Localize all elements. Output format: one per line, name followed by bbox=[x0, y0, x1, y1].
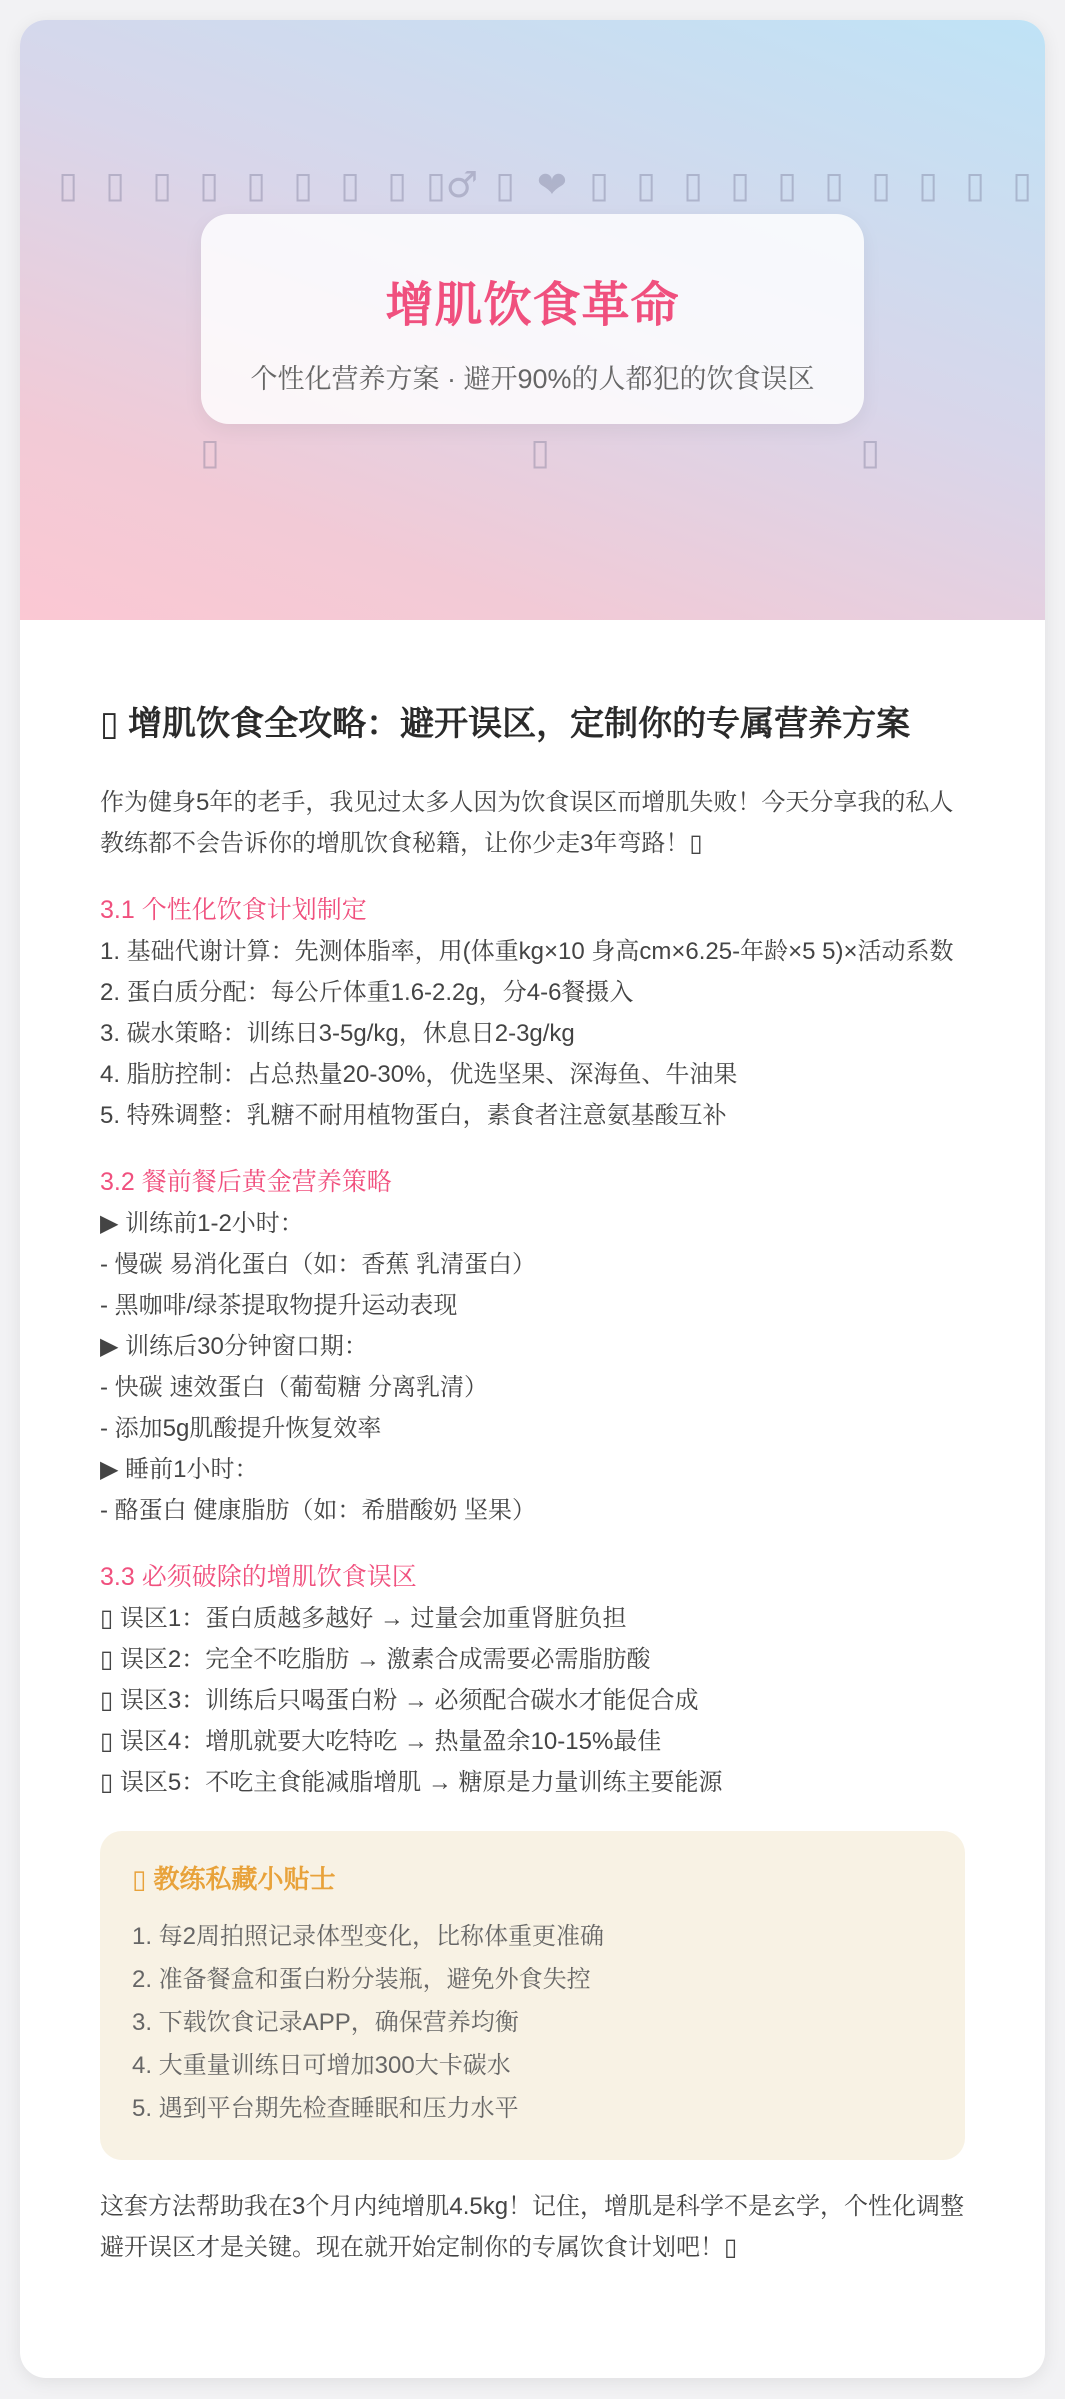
food-icon: ▯ bbox=[530, 432, 550, 473]
section-3-2 bbox=[100, 1162, 965, 1531]
list-item: - 黑咖啡/绿茶提取物提升运动表现 bbox=[100, 1292, 458, 1319]
article-body bbox=[100, 700, 965, 2268]
section-3-1 bbox=[100, 890, 965, 1136]
fitness-icon: ▯ bbox=[58, 164, 78, 206]
list-item: 4. 脂肪控制：占总热量20-30%，优选坚果、深海鱼、牛油果 bbox=[100, 1061, 738, 1088]
list-item: 5. 特殊调整：乳糖不耐用植物蛋白，素食者注意氨基酸互补 bbox=[100, 1102, 727, 1129]
list-item: 3. 碳水策略：训练日3-5g/kg，休息日2-3g/kg bbox=[100, 1020, 575, 1047]
fitness-icon: ▯ bbox=[824, 164, 844, 206]
tips-box bbox=[100, 1831, 965, 2160]
tip-item: 3. 下载饮食记录APP，确保营养均衡 bbox=[132, 2009, 519, 2036]
outro-paragraph: 这套方法帮助我在3个月内纯增肌4.5kg！记住，增肌是科学不是玄学，个性化调整避开误区才是关键。现在就开始定制你的专属饮食计划吧！▯ bbox=[100, 2193, 965, 2261]
list-item: ▯ 误区2：完全不吃脂肪 → 激素合成需要必需脂肪酸 bbox=[100, 1646, 651, 1673]
hero-icon-row bbox=[50, 160, 1040, 210]
list-item: ▯ 误区4：增肌就要大吃特吃 → 热量盈余10-15%最佳 bbox=[100, 1728, 662, 1755]
list-item: - 酪蛋白 健康脂肪（如：希腊酸奶 坚果） bbox=[100, 1497, 536, 1524]
list-item: ▯ 误区3：训练后只喝蛋白粉 → 必须配合碳水才能促合成 bbox=[100, 1687, 699, 1714]
section-title: 3.2 餐前餐后黄金营养策略 bbox=[100, 1168, 392, 1196]
list-item: - 快碳 速效蛋白（葡萄糖 分离乳清） bbox=[100, 1374, 488, 1401]
food-icon: ▯ bbox=[200, 432, 220, 473]
fitness-icon: ▯ bbox=[495, 164, 515, 206]
page-subtitle: 个性化营养方案 · 避开90%的人都犯的饮食误区 bbox=[250, 364, 815, 394]
fitness-icon: ▯ bbox=[105, 164, 125, 206]
list-item: - 慢碳 易消化蛋白（如：香蕉 乳清蛋白） bbox=[100, 1251, 536, 1278]
page-title: 增肌饮食革命 bbox=[385, 279, 680, 332]
list-item: ▶ 训练后30分钟窗口期： bbox=[100, 1333, 368, 1360]
fitness-icon: ▯ bbox=[683, 164, 703, 206]
tips-title: ▯ 教练私藏小贴士 bbox=[132, 1864, 336, 1894]
heart-icon: ❤ bbox=[536, 164, 568, 206]
title-emoji-icon: ▯ bbox=[100, 704, 119, 744]
hero-banner bbox=[20, 20, 1045, 620]
tip-item: 2. 准备餐盒和蛋白粉分装瓶，避免外食失控 bbox=[132, 1966, 591, 1993]
fitness-icon: ▯ bbox=[199, 164, 219, 206]
fitness-icon: ▯ bbox=[1012, 164, 1032, 206]
intro-paragraph: 作为健身5年的老手，我见过太多人因为饮食误区而增肌失败！今天分享我的私人教练都不会告诉你的增肌饮食秘籍，让你少走3年弯路！▯ bbox=[100, 789, 954, 857]
hero-icon-row-bottom bbox=[200, 432, 880, 482]
fitness-icon: ▯ bbox=[730, 164, 750, 206]
fitness-icon: ▯ bbox=[152, 164, 172, 206]
person-male-icon: ▯♂ bbox=[426, 164, 479, 206]
list-item: ▯ 误区5：不吃主食能减脂增肌 → 糖原是力量训练主要能源 bbox=[100, 1769, 723, 1796]
fitness-icon: ▯ bbox=[246, 164, 266, 206]
fitness-icon: ▯ bbox=[636, 164, 656, 206]
tip-item: 4. 大重量训练日可增加300大卡碳水 bbox=[132, 2052, 511, 2079]
tip-item: 5. 遇到平台期先检查睡眠和压力水平 bbox=[132, 2095, 519, 2122]
section-title: 3.3 必须破除的增肌饮食误区 bbox=[100, 1563, 417, 1591]
list-item: ▯ 误区1：蛋白质越多越好 → 过量会加重肾脏负担 bbox=[100, 1605, 627, 1632]
article-title-text: 增肌饮食全攻略：避开误区，定制你的专属营养方案 bbox=[128, 705, 911, 743]
post-card bbox=[20, 20, 1045, 2378]
fitness-icon: ▯ bbox=[340, 164, 360, 206]
list-item: ▶ 训练前1-2小时： bbox=[100, 1210, 304, 1237]
section-3-3 bbox=[100, 1557, 965, 1803]
hero-title-box bbox=[201, 214, 864, 424]
fitness-icon: ▯ bbox=[293, 164, 313, 206]
tip-item: 1. 每2周拍照记录体型变化，比称体重更准确 bbox=[132, 1923, 605, 1950]
list-item: ▶ 睡前1小时： bbox=[100, 1456, 259, 1483]
fitness-icon: ▯ bbox=[918, 164, 938, 206]
article-title bbox=[100, 700, 965, 748]
list-item: 1. 基础代谢计算：先测体脂率，用(体重kg×10 身高cm×6.25-年龄×5 5)×活动系数 bbox=[100, 938, 954, 965]
fitness-icon: ▯ bbox=[777, 164, 797, 206]
fitness-icon: ▯ bbox=[871, 164, 891, 206]
food-icon: ▯ bbox=[860, 432, 880, 473]
fitness-icon: ▯ bbox=[589, 164, 609, 206]
fitness-icon: ▯ bbox=[387, 164, 407, 206]
fitness-icon: ▯ bbox=[965, 164, 985, 206]
list-item: 2. 蛋白质分配：每公斤体重1.6-2.2g，分4-6餐摄入 bbox=[100, 979, 634, 1006]
list-item: - 添加5g肌酸提升恢复效率 bbox=[100, 1415, 382, 1442]
section-title: 3.1 个性化饮食计划制定 bbox=[100, 896, 367, 924]
